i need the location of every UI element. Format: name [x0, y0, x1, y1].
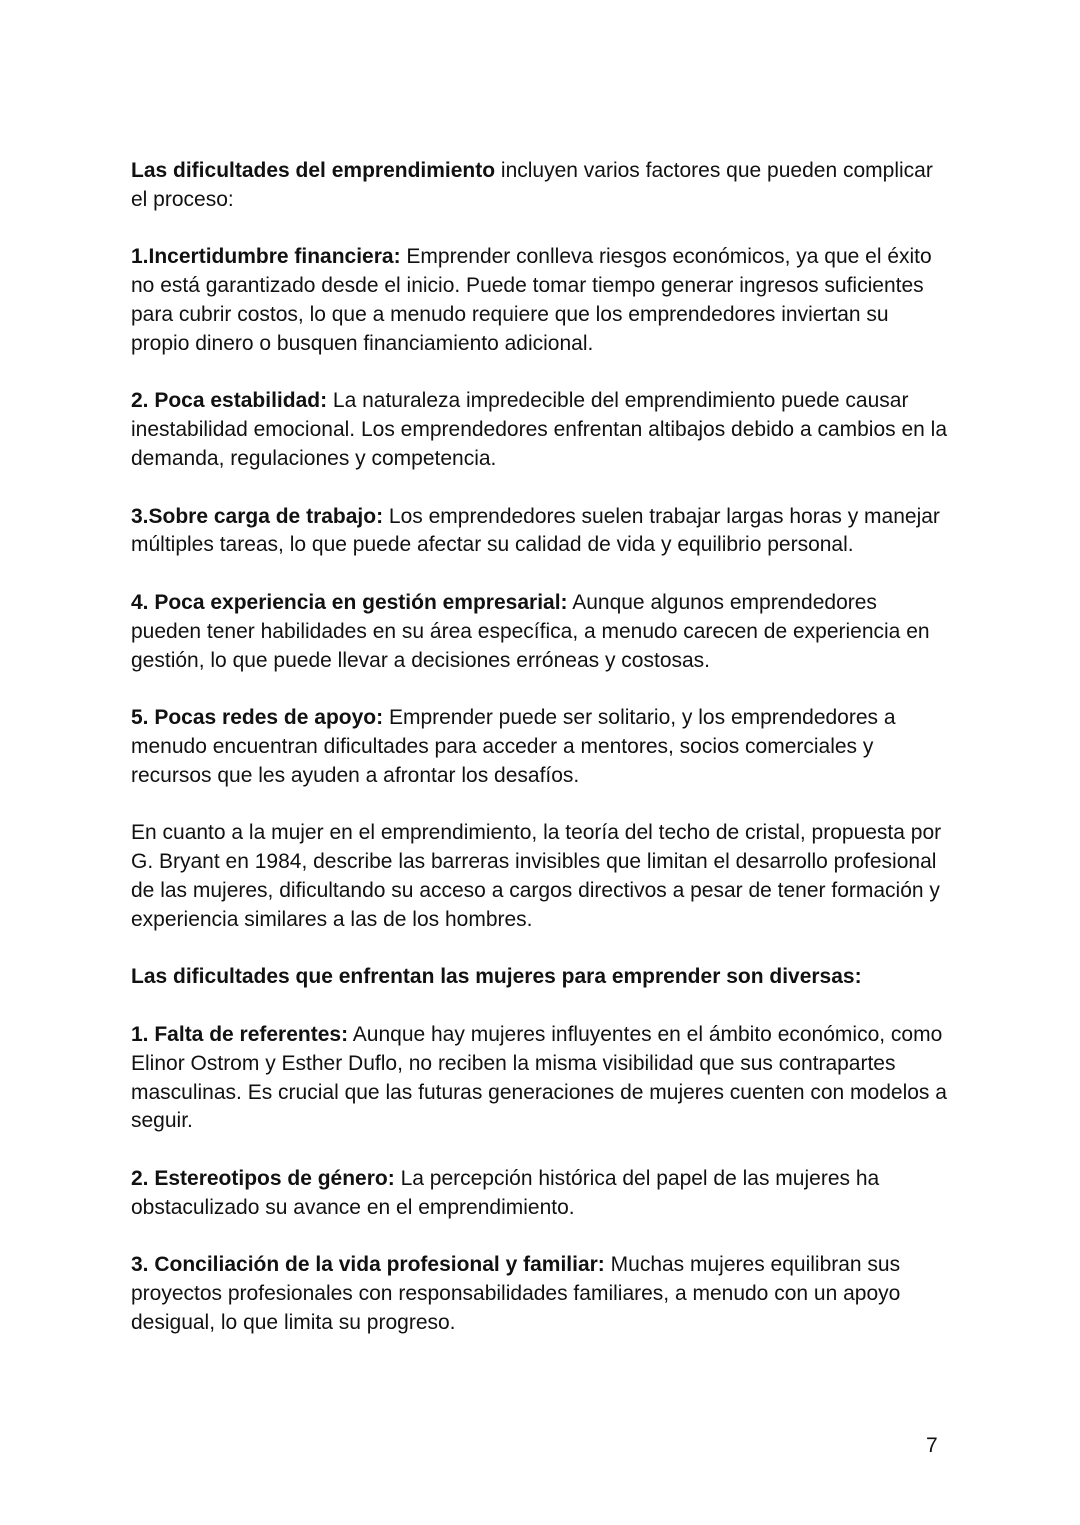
difficulty-item-1: [131, 243, 951, 358]
difficulty-item-5: [131, 704, 951, 790]
difficulty-item-4: [131, 589, 951, 675]
women-item-1-text: Aunque hay mujeres influyentes en el ámbito económico, como Elinor Ostrom y Esther Duflo, no reciben la misma visibilidad que sus contrapartes masculinas. Es crucial que las futuras generaciones de mujeres cuenten con modelos a seguir.: [131, 1022, 947, 1133]
difficulty-item-4-text: Aunque algunos emprendedores pueden tener habilidades en su área específica, a menudo carecen de experiencia en gestión, lo que puede llevar a decisiones erróneas y costosas.: [131, 590, 930, 672]
women-item-1-lead: 1. Falta de referentes:: [131, 1022, 349, 1046]
women-item-2-lead: 2. Estereotipos de género:: [131, 1166, 395, 1190]
difficulty-item-2-text: La naturaleza impredecible del emprendimiento puede causar inestabilidad emocional. Los emprendedores enfrentan altibajos debido a cambios en la demanda, regulaciones y competencia.: [131, 389, 948, 470]
women-item-3-text: Muchas mujeres equilibran sus proyectos profesionales con responsabilidades familiares, a menudo con un apoyo desigual, lo que limita su progreso.: [131, 1253, 901, 1334]
page-content: [131, 157, 951, 1366]
page-number: 7: [926, 1434, 938, 1457]
intro-lead: Las dificultades del emprendimiento: [131, 159, 496, 182]
difficulty-item-1-text: Emprender conlleva riesgos económicos, ya que el éxito no está garantizado desde el inicio. Puede tomar tiempo generar ingresos suficientes para cubrir costos, lo que a menudo requiere que los emprendedores inviertan su propio dinero o busquen financiamiento adicional.: [131, 245, 932, 355]
difficulty-item-4-lead: 4. Poca experiencia en gestión empresarial:: [131, 590, 568, 614]
women-item-3: [131, 1251, 951, 1337]
intro-text: incluyen varios factores que pueden complicar el proceso:: [131, 159, 933, 211]
women-item-3-lead: 3. Conciliación de la vida profesional y familiar:: [131, 1253, 605, 1277]
intro-paragraph: [131, 157, 951, 215]
women-item-2-text: La percepción histórica del papel de las mujeres ha obstaculizado su avance en el emprendimiento.: [131, 1166, 880, 1219]
difficulty-item-3-lead: 3.Sobre carga de trabajo:: [131, 504, 384, 528]
difficulty-item-2: [131, 387, 951, 473]
women-item-2: [131, 1165, 951, 1223]
glass-ceiling-paragraph: En cuanto a la mujer en el emprendimiento, la teoría del techo de cristal, propuesta por G. Bryant en 1984, describe las barreras invisibles que limitan el desarrollo profesional de las mujeres, dificultando su acceso a cargos directivos a pesar de tener formación y experiencia similares a las de los hombres.: [131, 821, 942, 931]
difficulty-item-5-text: Emprender puede ser solitario, y los emprendedores a menudo encuentran dificultades para acceder a mentores, socios comerciales y recursos que les ayuden a afrontar los desafíos.: [131, 706, 896, 787]
women-item-1: [131, 1021, 951, 1136]
women-difficulties-heading: Las dificultades que enfrentan las mujeres para emprender son diversas:: [131, 965, 862, 989]
difficulty-item-1-lead: 1.Incertidumbre financiera:: [131, 245, 401, 269]
difficulty-item-2-lead: 2. Poca estabilidad:: [131, 389, 328, 413]
difficulty-item-3-text: Los emprendedores suelen trabajar largas horas y manejar múltiples tareas, lo que puede afectar su calidad de vida y equilibrio personal.: [131, 504, 940, 557]
difficulty-item-3: [131, 503, 951, 561]
difficulty-item-5-lead: 5. Pocas redes de apoyo:: [131, 706, 384, 730]
